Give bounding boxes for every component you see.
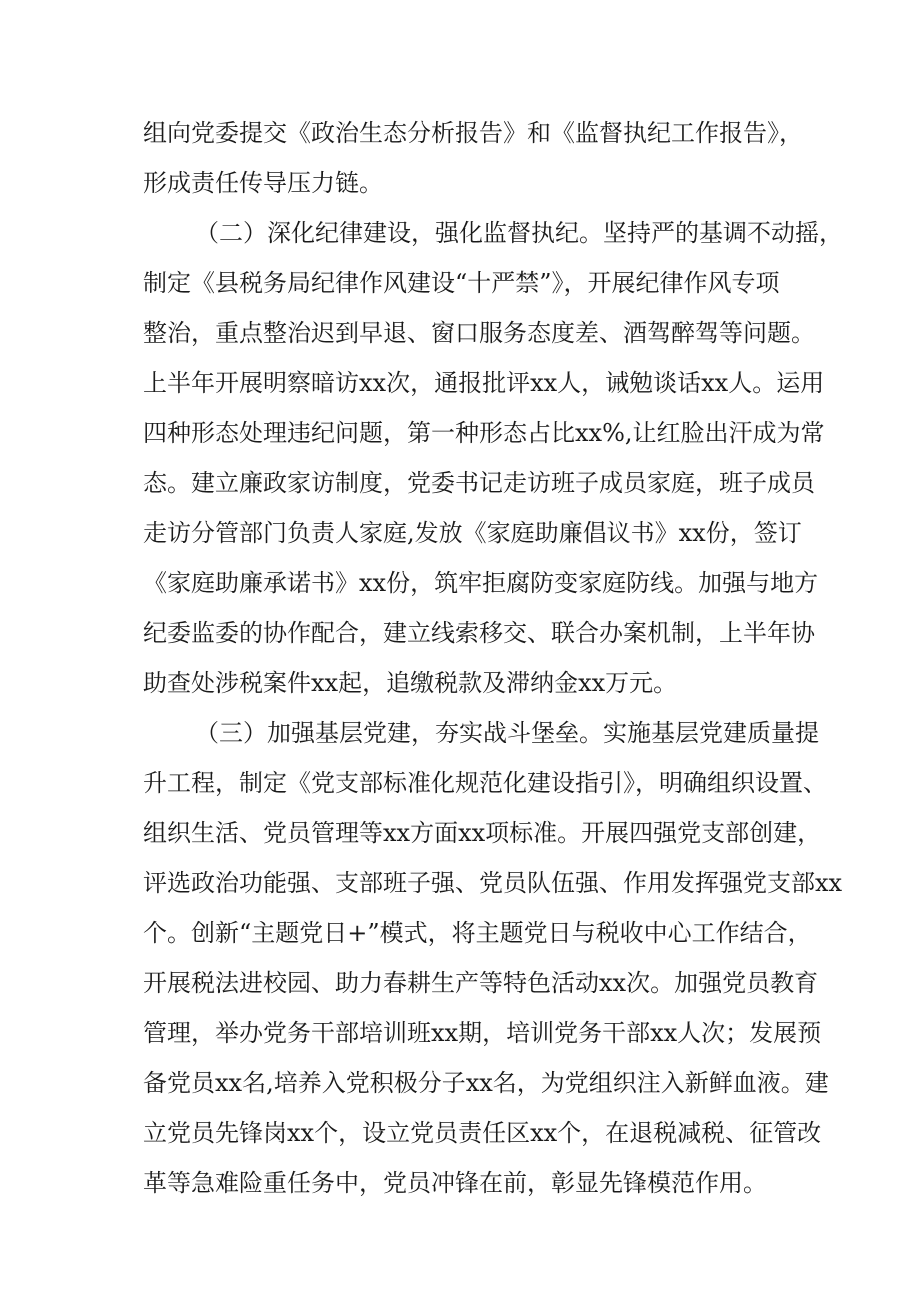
text-line: 个。创新“主题党日+”模式，将主题党日与税收中心工作结合， [143,919,812,947]
text-line: 助查处涉税案件xx起，追缴税款及滞纳金xx万元。 [143,669,678,697]
text-line: 整治，重点整治迟到早退、窗口服务态度差、酒驾醉驾等问题。 [143,319,815,347]
text-line: 走访分管部门负责人家庭,发放《家庭助廉倡议书》xx份，签订 [143,519,802,547]
text-line: 《家庭助廉承诺书》xx份，筑牢拒腐防变家庭防线。加强与地方 [143,569,819,597]
text-line: 组织生活、党员管理等xx方面xx项标准。开展四强党支部创建， [143,819,822,847]
text-line: 革等急难险重任务中，党员冲锋在前，彰显先锋模范作用。 [143,1169,767,1197]
text-line: 备党员xx名,培养入党积极分子xx名，为党组织注入新鲜血液。建 [143,1069,829,1097]
text-line: 评选政治功能强、支部班子强、党员队伍强、作用发挥强党支部xx [143,869,843,897]
text-line: （三）加强基层党建，夯实战斗堡垒。实施基层党建质量提 [195,719,819,747]
text-line: 纪委监委的协作配合，建立线索移交、联合办案机制，上半年协 [143,619,815,647]
text-line: （二）深化纪律建设，强化监督执纪。坚持严的基调不动摇， [195,219,843,247]
text-line: 制定《县税务局纪律作风建设“十严禁”》，开展纪律作风专项 [143,269,780,297]
text-line: 管理，举办党务干部培训班xx期，培训党务干部xx人次；发展预 [143,1019,822,1047]
text-line: 立党员先锋岗xx个，设立党员责任区xx个，在退税减税、征管改 [143,1119,822,1147]
text-line: 组向党委提交《政治生态分析报告》和《监督执纪工作报告》， [143,119,803,147]
text-line: 态。建立廉政家访制度，党委书记走访班子成员家庭，班子成员 [143,469,815,497]
text-line: 上半年开展明察暗访xx次，通报批评xx人，诫勉谈话xx人。运用 [143,369,825,397]
text-line: 形成责任传导压力链。 [143,169,383,197]
text-line: 四种形态处理违纪问题，第一种形态占比xx%,让红脸出汗成为常 [143,419,825,447]
text-line: 升工程，制定《党支部标准化规范化建设指引》，明确组织设置、 [143,769,827,797]
text-line: 开展税法进校园、助力春耕生产等特色活动xx次。加强党员教育 [143,969,819,997]
